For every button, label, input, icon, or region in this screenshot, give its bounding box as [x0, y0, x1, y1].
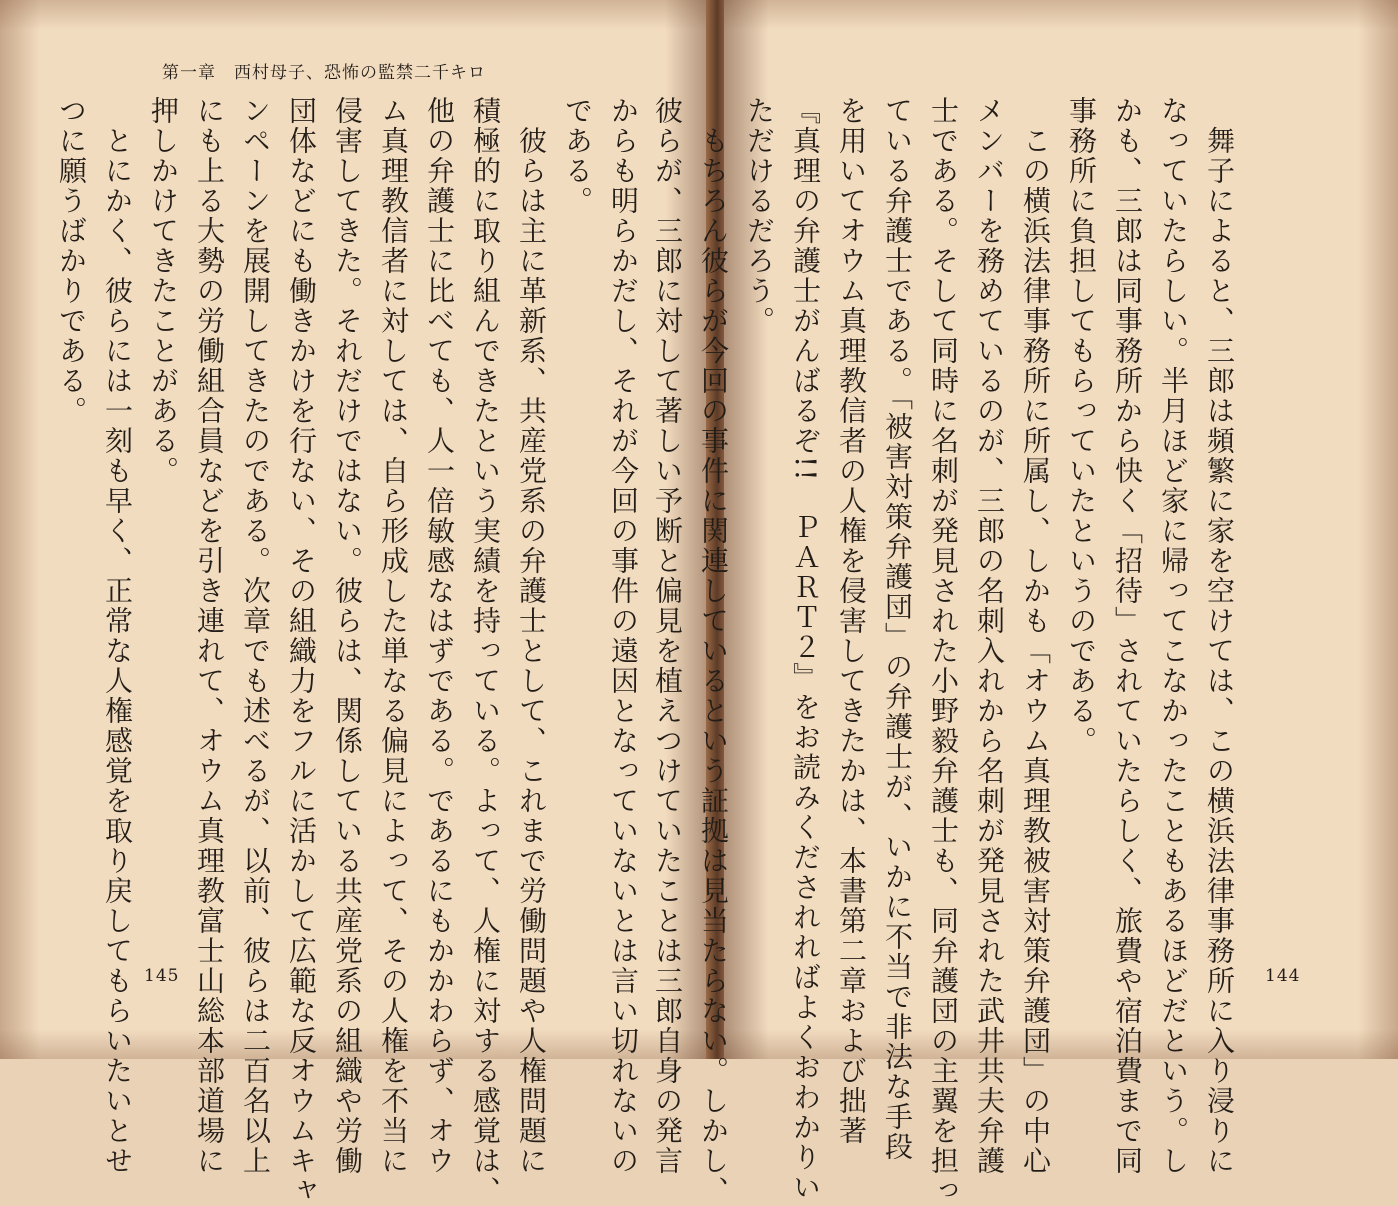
text-line: 舞子によると、三郎は頻繁に家を空けては、この横浜法律事務所に入り浸りに	[1203, 96, 1236, 1176]
text-line: 士である。そして同時に名刺が発見された小野毅弁護士も、同弁護団の主翼を担っ	[927, 96, 960, 1206]
text-line: とにかく、彼らには一刻も早く、正常な人権感覚を取り戻してもらいたいとせ	[101, 96, 134, 1176]
text-line: ンペーンを展開してきたのである。次章でも述べるが、以前、彼らは二百名以上	[239, 96, 272, 1176]
text-line: つに願うばかりである。	[55, 96, 88, 426]
text-line: である。	[561, 96, 594, 216]
text-line: ただけるだろう。	[743, 96, 776, 336]
text-line: もちろん彼らが今回の事件に関連しているという証拠は見当たらない。しかし、	[697, 96, 730, 1206]
text-line: なっていたらしい。半月ほど家に帰ってこなかったこともあるほどだという。し	[1157, 96, 1190, 1176]
text-line: にも上る大勢の労働組合員などを引き連れて、オウム真理教富士山総本部道場に	[193, 96, 226, 1176]
text-line: 侵害してきた。それだけではない。彼らは、関係している共産党系の組織や労働	[331, 96, 364, 1176]
running-head: 第一章 西村母子、恐怖の監禁二千キロ	[162, 63, 486, 83]
text-line: 『真理の弁護士がんばるぞ!! ＰＡＲＴ２』をお読みくだされればよくおわかりい	[789, 96, 822, 1203]
text-line: ム真理教信者に対しては、自ら形成した単なる偏見によって、その人権を不当に	[377, 96, 410, 1176]
text-line: この横浜法律事務所に所属し、しかも「オウム真理教被害対策弁護団」の中心	[1019, 96, 1052, 1176]
text-line: 彼らは主に革新系、共産党系の弁護士として、これまで労働問題や人権問題に	[515, 96, 548, 1176]
text-line: 彼らが、三郎に対して著しい予断と偏見を植えつけていたことは三郎自身の発言	[651, 96, 684, 1176]
text-line: 積極的に取り組んできたという実績を持っている。よって、人権に対する感覚は、	[469, 96, 502, 1206]
text-line: メンバーを務めているのが、三郎の名刺入れから名刺が発見された武井共夫弁護	[973, 96, 1006, 1176]
text-line: 団体などにも働きかけを行ない、その組織力をフルに活かして広範な反オウムキャ	[285, 96, 318, 1206]
page-number-right: 144	[1265, 966, 1301, 986]
text-line: を用いてオウム真理教信者の人権を侵害してきたかは、本書第二章および拙著	[835, 96, 868, 1146]
text-line: 押しかけてきたことがある。	[147, 96, 180, 486]
right-page-text	[651, 96, 1242, 1206]
text-line: かも、三郎は同事務所から快く「招待」されていたらしく、旅費や宿泊費まで同	[1111, 96, 1144, 1176]
page-number-left: 145	[144, 966, 180, 986]
text-line: 他の弁護士に比べても、人一倍敏感なはずである。であるにもかかわらず、オウ	[423, 96, 456, 1176]
text-line: 事務所に負担してもらっていたというのである。	[1065, 96, 1098, 756]
text-line: からも明らかだし、それが今回の事件の遠因となっていないとは言い切れないの	[607, 96, 640, 1176]
text-line: ている弁護士である。「被害対策弁護団」の弁護士が、いかに不当で非法な手段	[881, 96, 914, 1162]
